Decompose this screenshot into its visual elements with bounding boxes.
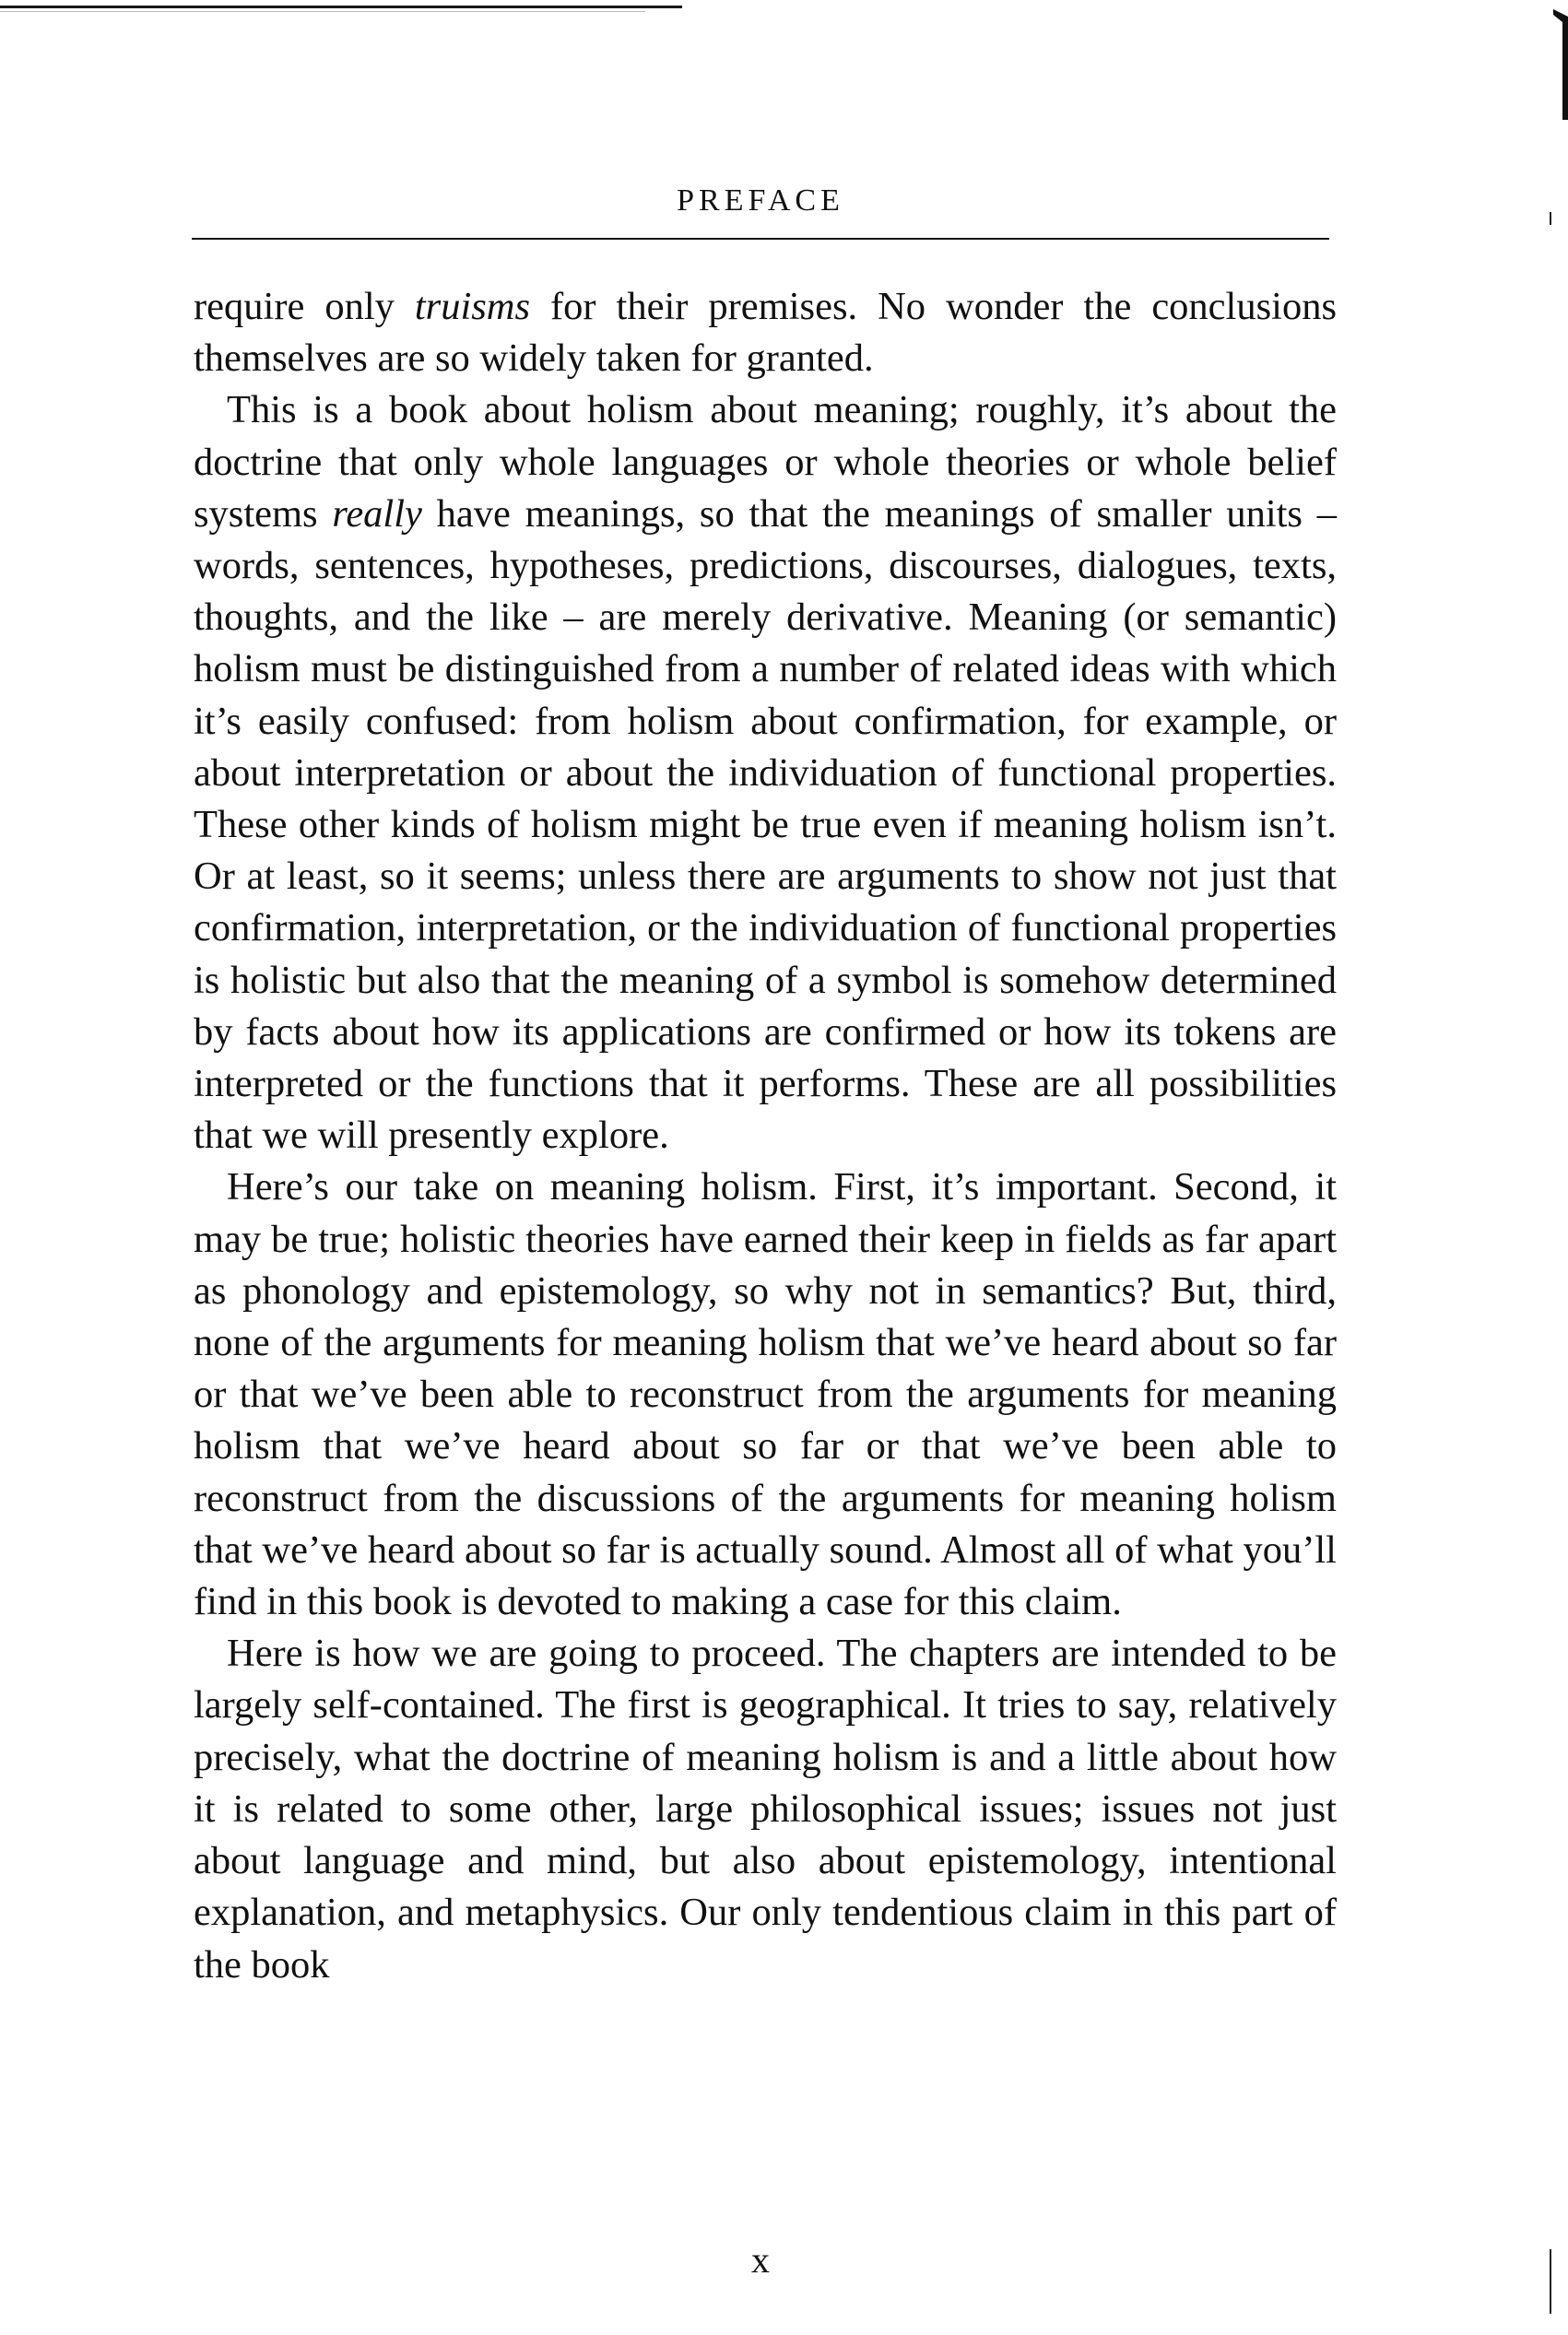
header-rule xyxy=(192,238,1329,240)
scan-top-edge-line xyxy=(0,6,682,8)
paragraph xyxy=(194,281,1337,384)
body-text xyxy=(194,281,1337,1991)
scan-edge-mark xyxy=(1550,2249,1551,2314)
italic-text: really xyxy=(332,491,422,536)
page-number: x xyxy=(751,2239,770,2281)
paragraph xyxy=(194,384,1337,1162)
scan-corner-mark xyxy=(1553,9,1568,120)
text-run: require only xyxy=(194,285,415,328)
scan-top-edge-shadow xyxy=(0,11,645,12)
paragraph xyxy=(194,1628,1337,1990)
text-run: Here’s our take on meaning holism. First, it’s important. Second, it may be true; holistic theories have earned their keep in fields as far apart as phonology and epistemology, so why not in semantics? But, third, none of the arguments for meaning holism that we’ve heard about so far or that we’ve been able to reconstruct from the arguments for meaning holism that we’ve heard about so far or that we’ve been able to reconstruct from the discussions of the arguments for meaning holism that we’ve heard about so far is actually sound. Almost all of what you’ll find in this book is devoted to making a case for this claim. xyxy=(194,1165,1337,1624)
scan-edge-mark xyxy=(1550,212,1551,225)
paragraph xyxy=(194,1162,1337,1628)
text-run: Here is how we are going to proceed. The chapters are intended to be largely self-contained. The first is geographical. It tries to say, relatively precisely, what the doctrine of meaning holism is and a little about how it is related to some other, large philosophical issues; issues not just about language and mind, but also about epistemology, intentional explanation, and metaphysics. Our only tendentious claim in this part of the book xyxy=(194,1632,1337,1987)
italic-text: truisms xyxy=(414,285,531,328)
text-run: This is a book about holism about meaning; roughly, it’s about the doctrine that only whole languages or whole theories or whole belief systems xyxy=(194,388,1337,536)
text-run: for their premises. No wonder the conclusions themselves are so widely taken for granted. xyxy=(194,285,1337,381)
text-run: have meanings, so that the meanings of smaller units – words, sentences, hypotheses, predictions, discourses, dialogues, texts, thoughts, and the like – are merely derivative. Meaning (or semantic) holism must be distinguished from a number of related ideas with which it’s easily confused: from holism about confirmation, for example, or about interpretation or about the individuation of functional properties. These other kinds of holism might be true even if meaning holism isn’t. Or at least, so it seems; unless there are arguments to show not just that confirmation, interpretation, or the individuation of functional properties is holistic but also that the meaning of a symbol is somehow determined by facts about how its applications are confirmed or how its tokens are interpreted or the functions that it performs. These are all possibilities that we will presently explore. xyxy=(194,491,1337,1158)
running-head: PREFACE xyxy=(677,183,844,218)
